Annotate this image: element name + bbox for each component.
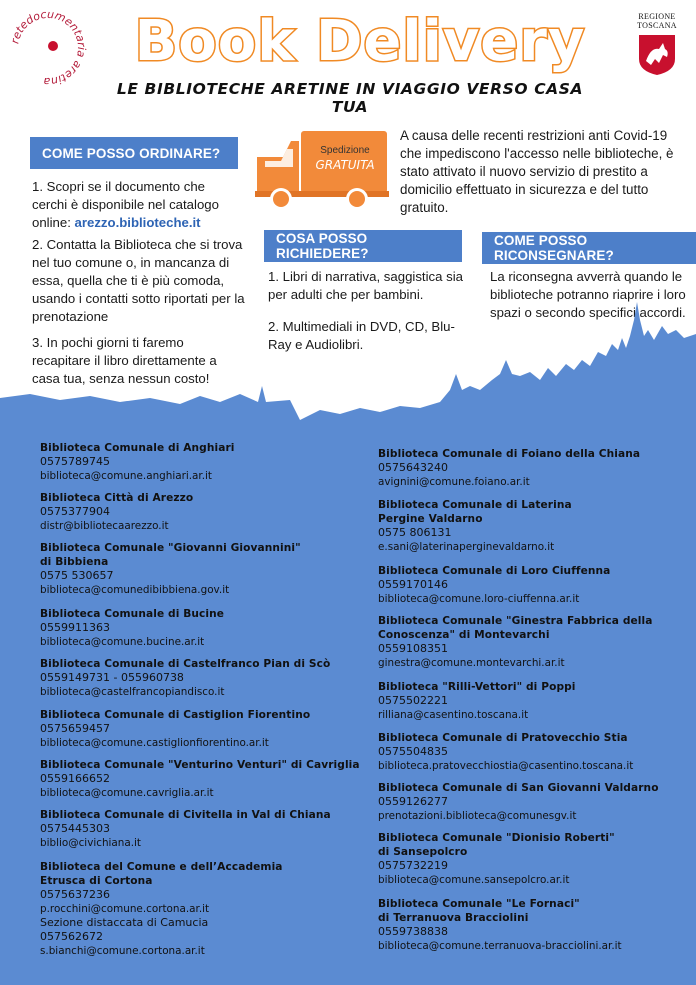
library-phone: 0575504835	[378, 745, 448, 758]
library-name: Biblioteca Comunale "Giovanni Giovannini"	[40, 542, 301, 554]
library-bucine	[40, 607, 360, 649]
request-heading: COSA POSSO RICHIEDERE?	[264, 230, 462, 262]
library-san-giovanni	[378, 781, 690, 823]
library-email[interactable]: biblioteca@comune.bucine.ar.it	[40, 636, 205, 648]
library-name: Biblioteca Comunale di Civitella in Val di Chiana	[40, 809, 331, 821]
library-email[interactable]: prenotazioni.biblioteca@comunesgv.it	[378, 810, 577, 822]
library-email[interactable]: biblioteca@comunedibibbiena.gov.it	[40, 584, 230, 596]
library-terranuova	[378, 897, 690, 953]
library-phone: 0575445303	[40, 822, 110, 835]
library-name: Biblioteca Comunale "Ginestra Fabbrica della	[378, 615, 653, 627]
return-text: La riconsegna avverrà quando le biblioteche potranno riaprire i loro spazi o secondo specifici accordi.	[490, 269, 686, 320]
library-name: Biblioteca Comunale di Castiglion Fiorentino	[40, 709, 311, 721]
library-email[interactable]: biblioteca@comune.castiglionfiorentino.ar.it	[40, 737, 269, 749]
library-email[interactable]: biblioteca@comune.anghiari.ar.it	[40, 470, 213, 482]
svg-text:retedocumentaria aretina: retedocumentaria aretina	[8, 7, 89, 89]
library-phone: 0559166652	[40, 772, 110, 785]
library-cavriglia	[40, 758, 360, 800]
library-name: Biblioteca del Comune e dell’Accademia	[40, 861, 283, 873]
return-heading: COME POSSO RICONSEGNARE?	[482, 232, 696, 264]
request-item-1: 1. Libri di narrativa, saggistica sia per adulti che per bambini.	[268, 269, 463, 302]
library-email[interactable]: biblioteca@comune.cavriglia.ar.it	[40, 787, 214, 799]
library-bibbiena	[40, 541, 360, 597]
library-name: Biblioteca Comunale "Dionisio Roberti"	[378, 832, 615, 844]
library-sansepolcro	[378, 831, 690, 887]
library-castiglion-fiorentino	[40, 708, 360, 750]
branch-phone: 057562672	[40, 930, 103, 943]
library-email[interactable]: biblioteca@comune.loro-ciuffenna.ar.it	[378, 593, 580, 605]
library-civitella	[40, 808, 360, 850]
library-phone: 0575659457	[40, 722, 110, 735]
regione-toscana-logo	[626, 12, 688, 77]
city-skyline	[0, 290, 696, 450]
library-name: Biblioteca Comunale di Loro Ciuffenna	[378, 565, 611, 577]
branch-note: Sezione distaccata di Camucia	[40, 916, 209, 929]
order-step-1-text: 1. Scopri se il documento che cerchi è disponibile nel catalogo online:	[32, 179, 219, 230]
library-phone: 0575502221	[378, 694, 448, 707]
library-name-cont: Etrusca di Cortona	[40, 875, 153, 887]
pegasus-shield-icon	[637, 33, 677, 77]
order-step-3: 3. In pochi giorni ti faremo recapitare il libro direttamente a casa tua, senza nessun costo!	[32, 335, 217, 386]
library-laterina	[378, 498, 690, 554]
library-phone: 0575377904	[40, 505, 110, 518]
library-name: Biblioteca Comunale "Venturino Venturi" di Cavriglia	[40, 759, 360, 771]
library-phone: 0559149731 - 055960738	[40, 671, 184, 684]
library-name-cont: di Terranuova Bracciolini	[378, 912, 529, 924]
order-heading: COME POSSO ORDINARE?	[30, 137, 238, 169]
library-poppi	[378, 680, 690, 722]
order-step-1	[32, 178, 238, 232]
library-phone: 0575637236	[40, 888, 110, 901]
library-castelfranco	[40, 657, 360, 699]
library-name: Biblioteca Comunale di Pratovecchio Stia	[378, 732, 628, 744]
library-phone: 0575789745	[40, 455, 110, 468]
truck-label-line1: Spedizione	[320, 145, 370, 156]
library-phone: 0559911363	[40, 621, 110, 634]
delivery-truck-icon	[253, 127, 393, 215]
library-name-cont: di Bibbiena	[40, 556, 109, 568]
library-name: Biblioteca Comunale di Laterina	[378, 499, 572, 511]
library-email[interactable]: rilliana@casentino.toscana.it	[378, 709, 529, 721]
library-pratovecchio-stia	[378, 731, 690, 773]
library-name: Biblioteca Comunale di Castelfranco Pian di Scò	[40, 658, 331, 670]
branch-email[interactable]: s.bianchi@comune.cortona.ar.it	[40, 945, 205, 957]
library-phone: 0575 806131	[378, 526, 452, 539]
rete-documentaria-logo	[6, 6, 90, 90]
library-email[interactable]: biblioteca.pratovecchiostia@casentino.toscana.it	[378, 760, 634, 772]
truck-label-line2: GRATUITA	[315, 158, 375, 172]
service-intro: A causa delle recenti restrizioni anti Covid-19 che impediscono l'accesso nelle biblioteche, è stato attivato il nuovo servizio di prestito a domicilio effettuato in sicurezza e del tutto gratuito.	[400, 128, 674, 215]
library-email[interactable]: biblioteca@comune.terranuova-bracciolini.ar.it	[378, 940, 622, 952]
library-name: Biblioteca "Rilli-Vettori" di Poppi	[378, 681, 576, 693]
library-email[interactable]: biblio@civichiana.it	[40, 837, 142, 849]
library-anghiari	[40, 441, 360, 483]
library-foiano	[378, 447, 690, 489]
order-step-2: 2. Contatta la Biblioteca che si trova nel tuo comune o, in mancanza di essa, quella che ti è più comoda, usando i contatti sotto riportati per la prenotazione	[32, 237, 245, 324]
library-name: Biblioteca Comunale di Anghiari	[40, 442, 235, 454]
request-item-2: 2. Multimediali in DVD, CD, Blu-Ray e Audiolibri.	[268, 319, 455, 352]
library-phone: 0575732219	[378, 859, 448, 872]
library-email[interactable]: e.sani@laterinaperginevaldarno.it	[378, 541, 555, 553]
library-email[interactable]: biblioteca@comune.sansepolcro.ar.it	[378, 874, 570, 886]
svg-text:Book Delivery: Book Delivery	[134, 9, 586, 74]
library-name-cont: Conoscenza" di Montevarchi	[378, 629, 550, 641]
page-title	[130, 4, 590, 76]
library-email[interactable]: p.rocchini@comune.cortona.ar.it	[40, 903, 210, 915]
library-arezzo	[40, 491, 360, 533]
library-phone: 0559126277	[378, 795, 448, 808]
library-email[interactable]: ginestra@comune.montevarchi.ar.it	[378, 657, 565, 669]
library-name: Biblioteca Città di Arezzo	[40, 492, 194, 504]
library-name: Biblioteca Comunale di Bucine	[40, 608, 225, 620]
library-phone: 0559738838	[378, 925, 448, 938]
library-email[interactable]: avignini@comune.foiano.ar.it	[378, 476, 530, 488]
library-name-cont: Pergine Valdarno	[378, 513, 483, 525]
catalog-link[interactable]: arezzo.biblioteche.it	[74, 215, 201, 230]
library-name: Biblioteca Comunale di Foiano della Chiana	[378, 448, 641, 460]
library-name: Biblioteca Comunale di San Giovanni Valdarno	[378, 782, 659, 794]
library-phone: 0575 530657	[40, 569, 114, 582]
library-phone: 0559170146	[378, 578, 448, 591]
library-phone: 0559108351	[378, 642, 448, 655]
page-subtitle: LE BIBLIOTECHE ARETINE IN VIAGGIO VERSO CASA TUA	[116, 80, 584, 116]
library-phone: 0575643240	[378, 461, 448, 474]
library-loro-ciuffenna	[378, 564, 690, 606]
region-name-line1: REGIONE	[638, 12, 676, 21]
library-montevarchi	[378, 614, 690, 670]
library-cortona	[40, 860, 360, 958]
library-name-cont: di Sansepolcro	[378, 846, 468, 858]
library-name: Biblioteca Comunale "Le Fornaci"	[378, 898, 580, 910]
library-email[interactable]: biblioteca@castelfrancopiandisco.it	[40, 686, 225, 698]
library-email[interactable]: distr@bibliotecaarezzo.it	[40, 520, 169, 532]
region-name-line2: TOSCANA	[637, 21, 677, 30]
